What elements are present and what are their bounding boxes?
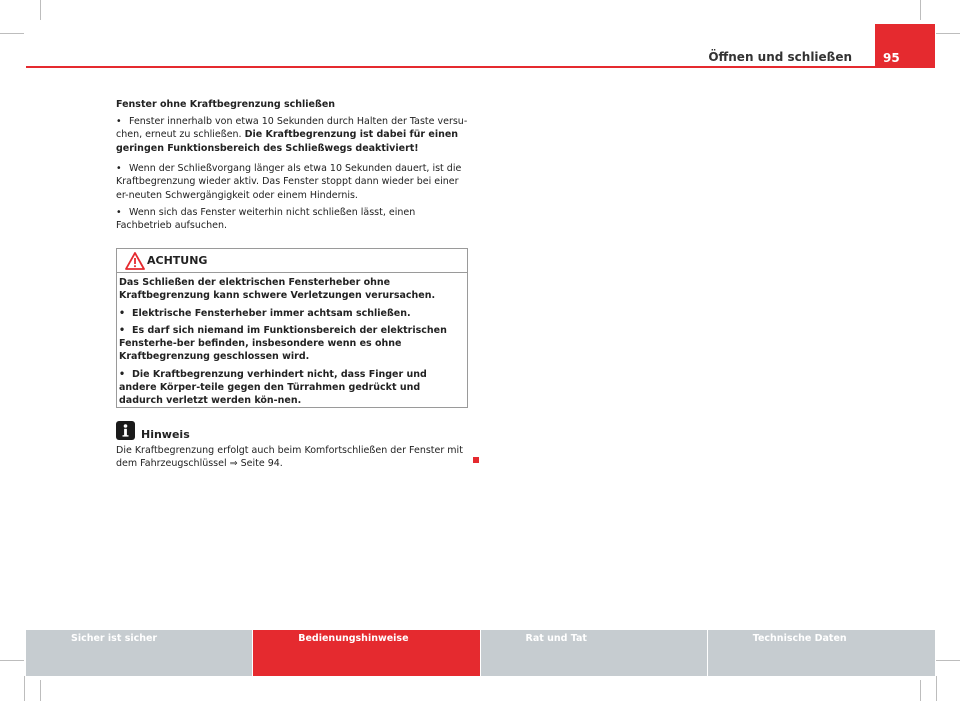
warning-bullet: [119, 368, 465, 408]
tab-label: Bedienungshinweise: [298, 633, 409, 644]
crop-mark: [936, 676, 937, 701]
tab-bedienungshinweise[interactable]: [253, 630, 480, 676]
warning-bullet: [119, 324, 465, 364]
warning-bullet-text: Die Kraftbegrenzung verhindert nicht, dass Finger und andere Körper-teile gegen den Türrahmen gedrückt und dadurch verletzt werden kön-nen.: [119, 368, 427, 407]
warning-box: [116, 248, 468, 408]
paragraph-text: Wenn sich das Fenster weiterhin nicht schließen lässt, einen Fachbetrieb aufsuchen.: [116, 207, 416, 232]
warning-bullet-text: Es darf sich niemand im Funktionsbereich der elektrischen Fensterhe-ber befinden, insbesondere wenn es ohne Kraftbegrenzung geschlossen wird.: [119, 324, 447, 363]
paragraph-emphasis: Die Kraftbegrenzung ist dabei für einen geringen Funktionsbereich des Schließwegs deaktiviert!: [116, 129, 459, 154]
crop-mark: [936, 660, 960, 661]
info-note-icon: [116, 421, 135, 440]
tab-label: Rat und Tat: [525, 633, 587, 644]
warning-title: ACHTUNG: [147, 254, 208, 267]
bullet-glyph: •: [119, 324, 126, 336]
header-rule: [26, 66, 935, 68]
tab-rat-und-tat[interactable]: [481, 630, 708, 676]
bullet-paragraph-2: [116, 162, 468, 202]
bullet-paragraph-1: [116, 115, 468, 155]
crop-mark: [40, 0, 41, 20]
warning-header: [117, 249, 467, 273]
warning-intro: Das Schließen der elektrischen Fensterheber ohne Kraftbegrenzung kann schwere Verletzungen verursachen.: [119, 277, 436, 302]
bullet-glyph: •: [116, 116, 122, 127]
bullet-paragraph-3: [116, 206, 468, 233]
tab-technische-daten[interactable]: [708, 630, 935, 676]
tab-label: Technische Daten: [752, 633, 847, 644]
page-number-tab: [875, 24, 935, 68]
page-number: 95: [883, 51, 900, 65]
warning-bullet: [119, 307, 465, 320]
bullet-glyph: •: [116, 163, 122, 174]
paragraph-text: Wenn der Schließvorgang länger als etwa 10 Sekunden dauert, ist die Kraftbegrenzung wieder aktiv. Das Fenster stoppt dann wieder bei einer er-neuten Schwergängigkeit oder einem Hindernis.: [116, 163, 462, 201]
section-heading: Fenster ohne Kraftbegrenzung schließen: [116, 99, 336, 110]
crop-mark: [920, 680, 921, 701]
crop-mark: [0, 33, 24, 34]
crop-mark: [920, 0, 921, 20]
warning-body: [117, 276, 467, 412]
section-title: Öffnen und schließen: [708, 50, 852, 64]
paragraph-text: Fenster innerhalb von etwa 10 Sekunden durch Halten der Taste versu-chen, erneut zu schließen.: [116, 116, 468, 141]
tab-sicher-ist-sicher[interactable]: [26, 630, 253, 676]
chapter-tabs: [26, 630, 935, 676]
bullet-glyph: •: [119, 307, 126, 319]
tab-label: Sicher ist sicher: [71, 633, 158, 644]
bullet-glyph: •: [116, 207, 122, 218]
end-of-section-marker: [473, 457, 479, 463]
warning-bullet-text: Elektrische Fensterheber immer achtsam schließen.: [132, 307, 411, 319]
crop-mark: [0, 660, 24, 661]
crop-mark: [40, 680, 41, 701]
crop-mark: [24, 676, 25, 701]
warning-triangle-icon: [125, 252, 145, 270]
note-title: Hinweis: [141, 428, 190, 441]
bullet-glyph: •: [119, 368, 126, 380]
note-text: Die Kraftbegrenzung erfolgt auch beim Komfortschließen der Fenster mit dem Fahrzeugschlüssel ⇒ Seite 94.: [116, 445, 463, 470]
crop-mark: [936, 33, 960, 34]
